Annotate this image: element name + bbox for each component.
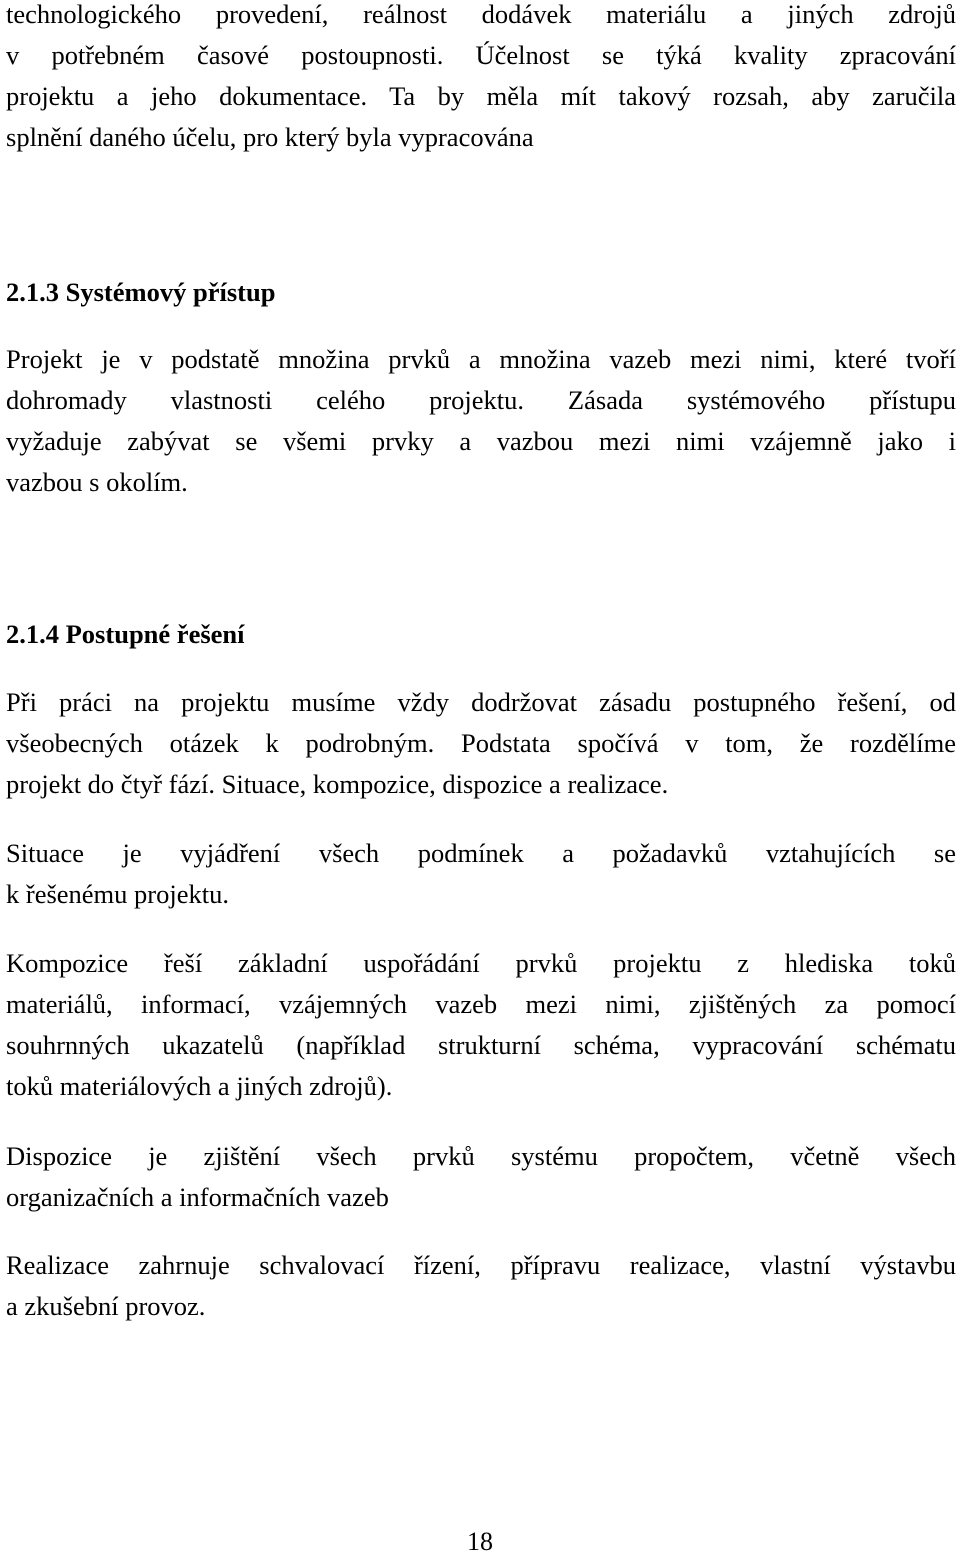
text-line: souhrnných ukazatelů (například strukturní schéma, vypracování schématu bbox=[6, 1030, 956, 1060]
text-line: Situace je vyjádření všech podmínek a požadavků vztahujících se bbox=[6, 838, 956, 868]
paragraph-realizace bbox=[6, 1245, 956, 1327]
text-line: splnění daného účelu, pro který byla vypracována bbox=[6, 122, 534, 152]
paragraph-continuation bbox=[6, 0, 956, 158]
text-line: dohromady vlastnosti celého projektu. Zásada systémového přístupu bbox=[6, 385, 956, 415]
text-line: projekt do čtyř fází. Situace, kompozice, dispozice a realizace. bbox=[6, 769, 669, 799]
text-line: všeobecných otázek k podrobným. Podstata spočívá v tom, že rozdělíme bbox=[6, 728, 956, 758]
paragraph-postupne-reseni bbox=[6, 682, 956, 805]
text-line: Kompozice řeší základní uspořádání prvků projektu z hlediska toků bbox=[6, 948, 956, 978]
paragraph-situace bbox=[6, 833, 956, 915]
paragraph-kompozice bbox=[6, 943, 956, 1107]
text-line: Realizace zahrnuje schvalovací řízení, přípravu realizace, vlastní výstavbu bbox=[6, 1250, 956, 1280]
text-line: k řešenému projektu. bbox=[6, 879, 229, 909]
text-line: Při práci na projektu musíme vždy dodržovat zásadu postupného řešení, od bbox=[6, 687, 956, 717]
text-line: materiálů, informací, vzájemných vazeb mezi nimi, zjištěných za pomocí bbox=[6, 989, 956, 1019]
text-line: Dispozice je zjištění všech prvků systému propočtem, včetně všech bbox=[6, 1141, 956, 1171]
text-line: vyžaduje zabývat se všemi prvky a vazbou mezi nimi vzájemně jako i bbox=[6, 426, 956, 456]
text-line: toků materiálových a jiných zdrojů). bbox=[6, 1071, 393, 1101]
text-line: a zkušební provoz. bbox=[6, 1291, 206, 1321]
text-line: organizačních a informačních vazeb bbox=[6, 1182, 389, 1212]
text-line: vazbou s okolím. bbox=[6, 467, 188, 497]
text-line: technologického provedení, reálnost dodávek materiálu a jiných zdrojů bbox=[6, 0, 956, 29]
section-heading-2-1-3: 2.1.3 Systémový přístup bbox=[6, 277, 276, 307]
text-line: v potřebném časové postoupnosti. Účelnost se týká kvality zpracování bbox=[6, 40, 956, 70]
paragraph-systemovy-pristup bbox=[6, 339, 956, 503]
page-number: 18 bbox=[467, 1527, 493, 1556]
text-line: projektu a jeho dokumentace. Ta by měla mít takový rozsah, aby zaručila bbox=[6, 81, 956, 111]
text-line: Projekt je v podstatě množina prvků a množina vazeb mezi nimi, které tvoří bbox=[6, 344, 956, 374]
section-heading-2-1-4: 2.1.4 Postupné řešení bbox=[6, 619, 245, 649]
paragraph-dispozice bbox=[6, 1136, 956, 1218]
